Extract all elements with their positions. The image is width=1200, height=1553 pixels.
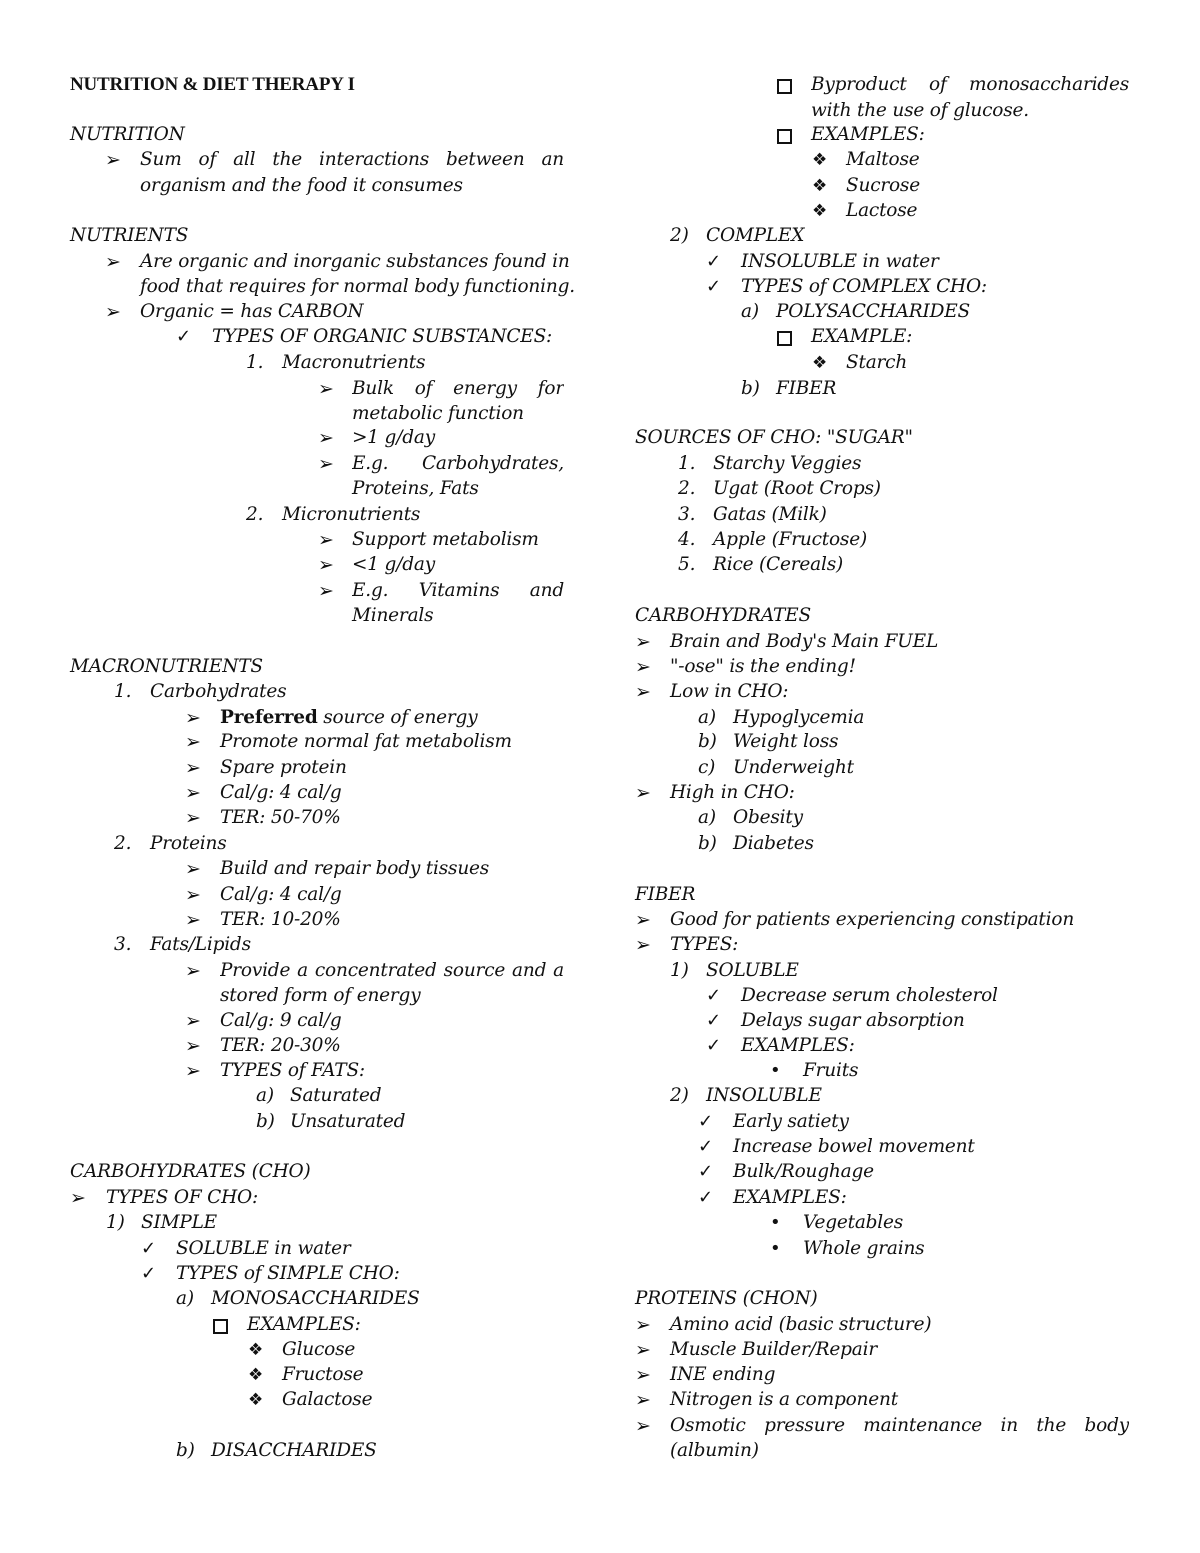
list-item: Early satiety (733, 1111, 849, 1132)
check-bullet-icon: ✓ (706, 1010, 722, 1031)
section-heading-proteins: PROTEINS (CHON) (635, 1288, 818, 1309)
diamond-bullet-icon: ❖ (248, 1390, 264, 1410)
list-number: 5. (678, 554, 696, 575)
list-item: TYPES of COMPLEX CHO: (741, 276, 987, 297)
list-number: 2) (670, 225, 689, 246)
list-number: 1) (670, 960, 689, 981)
list-item: Cal/g: 4 cal/g (220, 884, 342, 905)
arrow-bullet-icon: ➢ (318, 580, 334, 602)
arrow-bullet-icon: ➢ (185, 858, 201, 880)
list-item: Minerals (352, 605, 434, 626)
list-item: Amino acid (basic structure) (670, 1314, 932, 1335)
proteins-label: Proteins (150, 833, 227, 854)
list-item: Weight loss (733, 731, 839, 752)
list-item: stored form of energy (220, 985, 421, 1006)
list-letter: b) (698, 731, 717, 752)
list-item: TER: 20-30% (220, 1035, 341, 1056)
check-bullet-icon: ✓ (141, 1238, 157, 1259)
list-item: TYPES of FATS: (220, 1060, 365, 1081)
list-item: (albumin) (670, 1440, 759, 1461)
arrow-bullet-icon: ➢ (185, 757, 201, 779)
check-bullet-icon: ✓ (698, 1111, 714, 1132)
list-item: Saturated (290, 1085, 382, 1106)
list-letter: b) (698, 833, 717, 854)
check-bullet-icon: ✓ (176, 326, 192, 347)
example-label: EXAMPLE: (811, 326, 913, 347)
list-item: Delays sugar absorption (741, 1010, 965, 1031)
section-heading-sources: SOURCES OF CHO: "SUGAR" (635, 427, 913, 448)
bullet-icon: • (770, 1212, 781, 1233)
organic-definition: Organic = has CARBON (140, 301, 364, 322)
list-letter: b) (741, 378, 760, 399)
list-item: Good for patients experiencing constipation (670, 909, 1075, 930)
check-bullet-icon: ✓ (141, 1263, 157, 1284)
arrow-bullet-icon: ➢ (185, 807, 201, 829)
complex-label: COMPLEX (706, 225, 805, 246)
list-number: 1. (678, 453, 696, 474)
arrow-bullet-icon: ➢ (185, 960, 201, 982)
list-item: Sucrose (846, 175, 920, 196)
list-item: Brain and Body's Main FUEL (670, 631, 939, 652)
list-number: 2) (670, 1085, 689, 1106)
arrow-bullet-icon: ➢ (185, 1060, 201, 1082)
arrow-bullet-icon: ➢ (635, 1364, 651, 1386)
list-item: Nitrogen is a component (670, 1389, 898, 1410)
list-item: Muscle Builder/Repair (670, 1339, 877, 1360)
check-bullet-icon: ✓ (698, 1187, 714, 1208)
fats-label: Fats/Lipids (150, 934, 251, 955)
arrow-bullet-icon: ➢ (318, 427, 334, 449)
checkbox-bullet-icon (213, 1312, 228, 1338)
check-bullet-icon: ✓ (706, 251, 722, 272)
list-item: Cal/g: 4 cal/g (220, 782, 342, 803)
micronutrients-label: Micronutrients (282, 504, 421, 525)
arrow-bullet-icon: ➢ (185, 731, 201, 753)
section-heading-fiber: FIBER (635, 884, 696, 905)
disaccharides-label: DISACCHARIDES (211, 1440, 377, 1461)
nutrition-definition-line: Sum of all the interactions between an (140, 149, 564, 170)
check-bullet-icon: ✓ (706, 276, 722, 297)
list-item: Rice (Cereals) (713, 554, 844, 575)
soluble-label: SOLUBLE (706, 960, 799, 981)
arrow-bullet-icon: ➢ (635, 1415, 651, 1437)
list-item: Lactose (846, 200, 918, 221)
list-item: Gatas (Milk) (713, 504, 827, 525)
list-item: Proteins, Fats (352, 478, 479, 499)
arrow-bullet-icon: ➢ (105, 251, 121, 273)
diamond-bullet-icon: ❖ (248, 1365, 264, 1385)
list-letter: a) (256, 1085, 274, 1106)
polysaccharides-label: POLYSACCHARIDES (776, 301, 971, 322)
list-number: 4. (678, 529, 696, 550)
arrow-bullet-icon: ➢ (105, 149, 121, 171)
list-item: Hypoglycemia (733, 707, 865, 728)
arrow-bullet-icon: ➢ (635, 1339, 651, 1361)
list-letter: a) (176, 1288, 194, 1309)
checkbox-bullet-icon (777, 72, 792, 98)
section-heading-cho: CARBOHYDRATES (CHO) (70, 1161, 311, 1182)
list-item: Cal/g: 9 cal/g (220, 1010, 342, 1031)
arrow-bullet-icon: ➢ (105, 301, 121, 323)
carbohydrates-label: Carbohydrates (150, 681, 287, 702)
arrow-bullet-icon: ➢ (318, 554, 334, 576)
list-number: 2. (114, 833, 132, 854)
arrow-bullet-icon: ➢ (635, 681, 651, 703)
diamond-bullet-icon: ❖ (812, 150, 828, 170)
arrow-bullet-icon: ➢ (635, 1389, 651, 1411)
byproduct-line: with the use of glucose. (811, 100, 1029, 121)
list-item: Bulk/Roughage (733, 1161, 874, 1182)
list-item: Spare protein (220, 757, 347, 778)
list-item: Low in CHO: (670, 681, 789, 702)
check-bullet-icon: ✓ (706, 985, 722, 1006)
list-number: 2. (246, 504, 264, 525)
arrow-bullet-icon: ➢ (185, 1035, 201, 1057)
arrow-bullet-icon: ➢ (185, 884, 201, 906)
diamond-bullet-icon: ❖ (812, 176, 828, 196)
list-letter: b) (256, 1111, 275, 1132)
list-letter: a) (698, 807, 716, 828)
insoluble-label: INSOLUBLE (706, 1085, 822, 1106)
list-item: Support metabolism (352, 529, 539, 550)
preferred-emphasis: Preferred (220, 707, 318, 728)
list-item: Build and repair body tissues (220, 858, 490, 879)
types-cho-heading: TYPES OF CHO: (106, 1187, 259, 1208)
examples-label: EXAMPLES: (733, 1187, 847, 1208)
list-item: Bulk of energy for (352, 378, 564, 399)
list-item: INE ending (670, 1364, 776, 1385)
list-item: "-ose" is the ending! (670, 656, 856, 677)
list-item: Maltose (846, 149, 920, 170)
list-item: Obesity (733, 807, 803, 828)
list-item: Unsaturated (290, 1111, 406, 1132)
list-item: High in CHO: (670, 782, 795, 803)
list-item: E.g. Carbohydrates, (352, 453, 564, 474)
arrow-bullet-icon: ➢ (635, 631, 651, 653)
checkbox-bullet-icon (777, 324, 792, 350)
arrow-bullet-icon: ➢ (318, 529, 334, 551)
document-title: NUTRITION & DIET THERAPY I (70, 74, 355, 95)
check-bullet-icon: ✓ (698, 1161, 714, 1182)
arrow-bullet-icon: ➢ (70, 1187, 86, 1209)
list-item-text: source of energy (323, 707, 478, 728)
arrow-bullet-icon: ➢ (635, 656, 651, 678)
list-number: 1) (106, 1212, 125, 1233)
list-item: INSOLUBLE in water (741, 251, 939, 272)
list-number: 3. (678, 504, 696, 525)
list-item: Provide a concentrated source and a (220, 960, 564, 981)
check-bullet-icon: ✓ (698, 1136, 714, 1157)
arrow-bullet-icon: ➢ (185, 909, 201, 931)
list-number: 2. (678, 478, 696, 499)
nutrition-definition-line: organism and the food it consumes (140, 175, 463, 196)
examples-label: EXAMPLES: (741, 1035, 855, 1056)
list-item: >1 g/day (352, 427, 435, 448)
diamond-bullet-icon: ❖ (812, 201, 828, 221)
types-organic-heading: TYPES OF ORGANIC SUBSTANCES: (212, 326, 553, 347)
list-letter: a) (698, 707, 716, 728)
diamond-bullet-icon: ❖ (812, 353, 828, 373)
bullet-icon: • (770, 1060, 781, 1081)
list-item: <1 g/day (352, 554, 435, 575)
byproduct-line: Byproduct of monosaccharides (811, 74, 1129, 95)
list-item: Increase bowel movement (733, 1136, 975, 1157)
list-item: SOLUBLE in water (176, 1238, 351, 1259)
list-item: Glucose (282, 1339, 356, 1360)
list-item: TER: 10-20% (220, 909, 341, 930)
list-item: TYPES of SIMPLE CHO: (176, 1263, 400, 1284)
fiber-sub-label: FIBER (776, 378, 837, 399)
nutrients-definition-line: food that requires for normal body functioning. (140, 276, 575, 297)
arrow-bullet-icon: ➢ (318, 453, 334, 475)
list-item: TER: 50-70% (220, 807, 341, 828)
list-item: TYPES: (670, 934, 739, 955)
list-number: 1. (246, 352, 264, 373)
checkbox-bullet-icon (777, 122, 792, 148)
section-heading-carbohydrates: CARBOHYDRATES (635, 605, 811, 626)
list-item: Diabetes (733, 833, 814, 854)
list-number: 1. (114, 681, 132, 702)
list-item: Osmotic pressure maintenance in the body (670, 1415, 1129, 1436)
list-item: Starch (846, 352, 908, 373)
examples-label: EXAMPLES: (811, 124, 925, 145)
list-item: E.g. Vitamins and (352, 580, 564, 601)
list-item: Fruits (803, 1060, 859, 1081)
check-bullet-icon: ✓ (706, 1035, 722, 1056)
list-item: Ugat (Root Crops) (713, 478, 881, 499)
arrow-bullet-icon: ➢ (185, 707, 201, 729)
list-item: Decrease serum cholesterol (741, 985, 998, 1006)
arrow-bullet-icon: ➢ (318, 378, 334, 400)
list-letter: a) (741, 301, 759, 322)
section-heading-nutrition: NUTRITION (70, 124, 185, 145)
arrow-bullet-icon: ➢ (635, 934, 651, 956)
bullet-icon: • (770, 1238, 781, 1259)
list-number: 3. (114, 934, 132, 955)
diamond-bullet-icon: ❖ (248, 1340, 264, 1360)
list-item: Whole grains (803, 1238, 925, 1259)
arrow-bullet-icon: ➢ (185, 1010, 201, 1032)
arrow-bullet-icon: ➢ (635, 782, 651, 804)
arrow-bullet-icon: ➢ (185, 782, 201, 804)
list-item: metabolic function (352, 403, 524, 424)
arrow-bullet-icon: ➢ (635, 909, 651, 931)
list-item: Promote normal fat metabolism (220, 731, 512, 752)
list-item: Apple (Fructose) (713, 529, 867, 550)
nutrients-definition-line: Are organic and inorganic substances found in (140, 251, 570, 272)
macronutrients-label: Macronutrients (282, 352, 426, 373)
list-item: Vegetables (803, 1212, 904, 1233)
list-item (220, 705, 477, 731)
list-item: Fructose (282, 1364, 364, 1385)
section-heading-nutrients: NUTRIENTS (70, 225, 189, 246)
list-item: Starchy Veggies (713, 453, 862, 474)
section-heading-macronutrients: MACRONUTRIENTS (70, 656, 263, 677)
examples-label: EXAMPLES: (247, 1314, 361, 1335)
list-letter: b) (176, 1440, 195, 1461)
simple-label: SIMPLE (141, 1212, 217, 1233)
list-item: Underweight (733, 757, 854, 778)
list-letter: c) (698, 757, 716, 778)
monosaccharides-label: MONOSACCHARIDES (211, 1288, 420, 1309)
list-item: Galactose (282, 1389, 373, 1410)
arrow-bullet-icon: ➢ (635, 1314, 651, 1336)
